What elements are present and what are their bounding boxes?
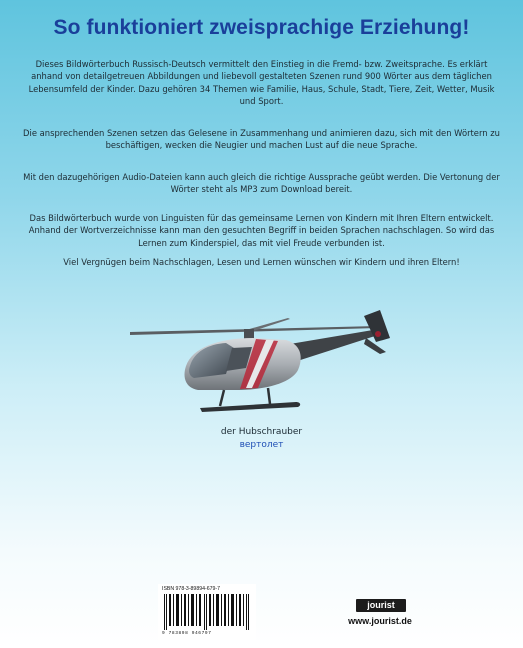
- publisher-website[interactable]: www.jourist.de: [348, 616, 412, 626]
- audio-paragraph: Mit den dazugehörigen Audio-Dateien kann auch gleich die richtige Aussprache geübt werden. Die Vertonung der Wörter steht als MP3 zum Download bereit.: [23, 172, 500, 195]
- barcode-digits: 9 783898 946797: [162, 631, 212, 636]
- scenes-paragraph: Die ansprechenden Szenen setzen das Gelesene in Zusammenhang und animieren dazu, sich mit den Wörtern zu beschäftigen, wecken die Neugier und machen Lust auf die neue Sprache.: [23, 128, 500, 151]
- isbn-label: ISBN 978-3-89894-679-7: [162, 586, 220, 592]
- publisher-logo: jourist: [356, 599, 406, 612]
- caption-german: der Hubschrauber: [220, 427, 303, 437]
- closing-paragraph: Viel Vergnügen beim Nachschlagen, Lesen und Lernen wünschen wir Kindern und ihren Eltern!: [63, 257, 460, 267]
- barcode-icon: [162, 594, 252, 630]
- page-title: So funktioniert zweisprachige Erziehung!: [53, 16, 470, 39]
- intro-paragraph: Dieses Bildwörterbuch Russisch-Deutsch vermittelt den Einstieg in die Fremd- bzw. Zweitsprache. Es erklärt anhand von detailgetreuen Abbildungen und liebevoll gestalteten Szenen rund 900 Wörter aus dem täglichen Lebensumfeld der Kinder. Dazu gehören 34 Themen wie Familie, Haus, Schule, Stadt, Tiere, Zeit, Wetter, Musik und Sport.: [28, 59, 495, 106]
- caption-russian: вертолет: [239, 440, 284, 450]
- helicopter-illustration: [128, 308, 403, 423]
- isbn-barcode-block: [158, 584, 256, 640]
- linguists-paragraph: Das Bildwörterbuch wurde von Linguisten für das gemeinsame Lernen von Kindern mit Ihren Eltern entwickelt. Anhand der Wortverzeichnisse kann man den gesuchten Begriff in beiden Sprachen nachschlagen. So wird das Lernen zum Kinderspiel, das mit viel Freude verbunden ist.: [28, 213, 495, 248]
